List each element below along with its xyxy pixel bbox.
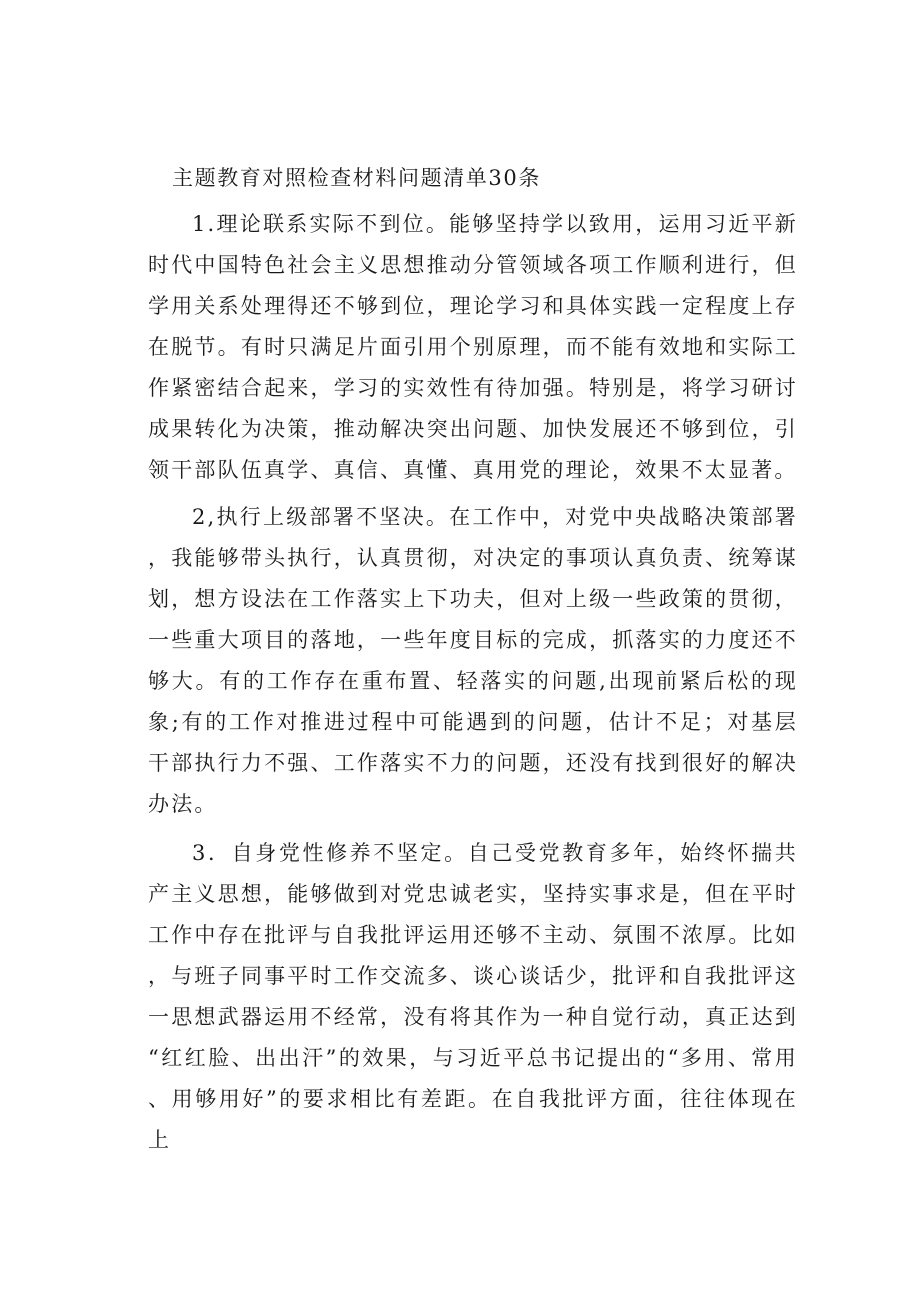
document-title: 主题教育对照检查材料问题清单30条 (172, 166, 541, 190)
paragraph-theory-practice: 1.理论联系实际不到位。能够坚持学以致用，运用习近平新时代中国特色社会主义思想推动分管领域各项工作顺利进行，但学用关系处理得还不够到位，理论学习和具体实践一定程度上存在脱节。有时只满足片面引用个别原理，而不能有效地和实际工作紧密结合起来，学习的实效性有待加强。特别是，将学习研讨成果转化为决策，推动解决突出问题、加快发展还不够到位，引领干部队伍真学、真信、真懂、真用党的理论，效果不太显著。 (148, 212, 798, 482)
paragraph-execution: 2,执行上级部署不坚决。在工作中，对党中央战略决策部署，我能够带头执行，认真贯彻，对决定的事项认真负责、统筹谋划，想方设法在工作落实上下功夫，但对上级一些政策的贯彻，一些重大项目的落地，一些年度目标的完成，抓落实的力度还不够大。有的工作存在重布置、轻落实的问题,出现前紧后松的现象;有的工作对推进过程中可能遇到的问题，估计不足；对基层干部执行力不强、工作落实不力的问题，还没有找到很好的解决办法。 (148, 505, 798, 816)
paragraph-party-spirit: 3．自身党性修养不坚定。自己受党教育多年，始终怀揣共产主义思想，能够做到对党忠诚老实，坚持实事求是，但在平时工作中存在批评与自我批评运用还够不主动、氛围不浓厚。比如，与班子同事平时工作交流多、谈心谈话少，批评和自我批评这一思想武器运用不经常，没有将其作为一种自觉行动，真正达到“红红脸、出出汗”的效果，与习近平总书记提出的“多用、常用、用够用好”的要求相比有差距。在自我批评方面，往往体现在上 (148, 841, 798, 1152)
document-body (148, 158, 798, 1161)
